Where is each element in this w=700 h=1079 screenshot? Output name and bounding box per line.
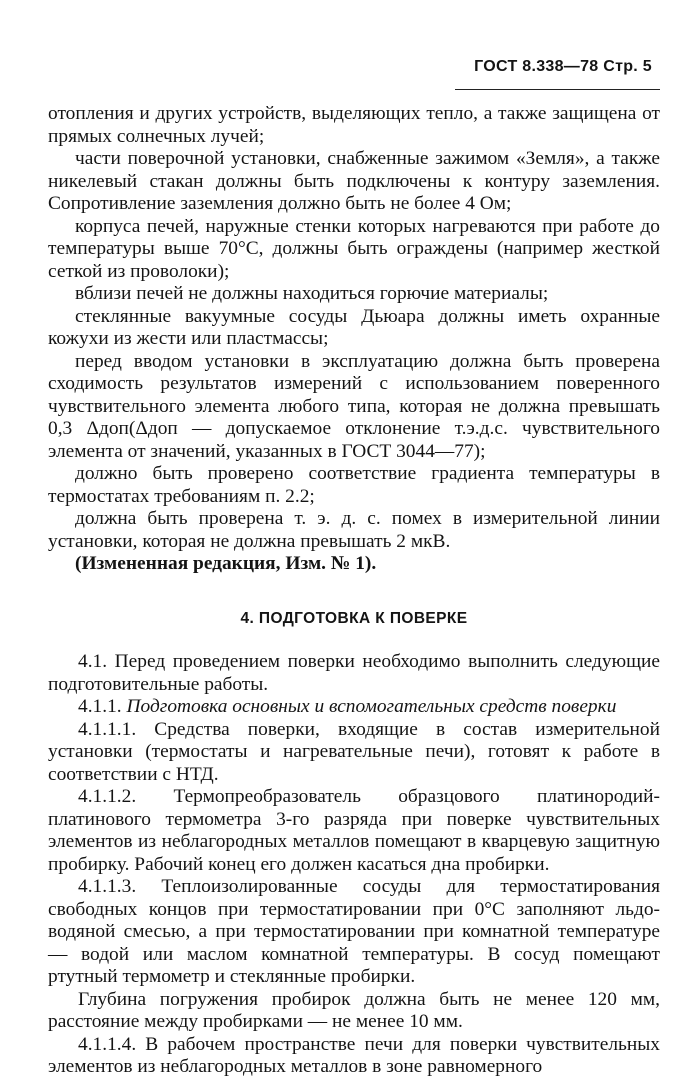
paragraph: должно быть проверено соответствие градиента температуры в термостатах требованиям п. 2.2; <box>48 463 660 507</box>
amendment-note: (Измененная редакция, Изм. № 1). <box>75 553 377 574</box>
section-title: 4. ПОДГОТОВКА К ПОВЕРКЕ <box>240 609 468 627</box>
paragraph: 4.1.1.3. Теплоизолированные сосуды для термостатирования свободных концов при термостатировании при 0°С заполняют льдо-водяной смесью, а при термостатировании при комнатной температуре — водой или маслом комнатной температуры. В сосуд помещают ртутный термометр и стеклянные пробирки. <box>48 876 660 987</box>
paragraph: корпуса печей, наружные стенки которых нагреваются при работе до температуры выше 70°С, должны быть ограждены (например жесткой сеткой из проволоки); <box>48 215 660 282</box>
paragraph: части поверочной установки, снабженные зажимом «Земля», а также никелевый стакан должны быть подключены к контуру заземления. Сопротивление заземления должно быть не более 4 Ом; <box>48 148 660 214</box>
paragraph: 4.1. Перед проведением поверки необходимо выполнить следующие подготовительные работы. <box>48 651 660 695</box>
paragraph: стеклянные вакуумные сосуды Дьюара должны иметь охранные кожухи из жести или пластмассы; <box>48 305 660 349</box>
paragraph: 4.1.1.2. Термопреобразователь образцового платинородий-платинового термометра 3-го разряда при поверке чувствительных элементов из неблагородных металлов помещают в кварцевую защитную пробирку. Рабочий конец его должен касаться дна пробирки. <box>48 786 660 875</box>
paragraph: Глубина погружения пробирок должна быть не менее 120 мм, расстояние между пробирками — не менее 10 мм. <box>48 988 660 1032</box>
subsection-heading <box>48 696 660 719</box>
paragraph: перед вводом установки в эксплуатацию должна быть проверена сходимость результатов измерений с использованием поверенного чувствительного элемента любого типа, которая не должна превышать 0,3 Δдоп(Δдоп — допускаемое отклонение т.э.д.с. чувствительного элемента от значений, указанных в ГОСТ 3044—77); <box>48 350 660 462</box>
paragraph: отопления и других устройств, выделяющих тепло, а также защищена от прямых солнечных лучей; <box>48 103 660 147</box>
paragraph: вблизи печей не должны находиться горючие материалы; <box>75 283 549 304</box>
paragraph: 4.1.1.4. В рабочем пространстве печи для поверки чувствительных элементов из неблагородных металлов в зоне равномерного <box>48 1033 660 1077</box>
paragraph: 4.1.1.1. Средства поверки, входящие в состав измерительной установки (термостаты и нагревательные печи), готовят к работе в соответствии с НТД. <box>48 718 660 785</box>
page-header: ГОСТ 8.338—78 Стр. 5 <box>474 58 652 75</box>
header-rule <box>455 89 660 90</box>
subsection-number: 4.1.1. <box>78 696 122 717</box>
subsection-title: Подготовка основных и вспомогательных средств поверки <box>126 696 617 717</box>
document-body <box>48 103 660 1079</box>
paragraph: должна быть проверена т. э. д. с. помех в измерительной линии установки, которая не должна превышать 2 мкВ. <box>48 508 660 552</box>
